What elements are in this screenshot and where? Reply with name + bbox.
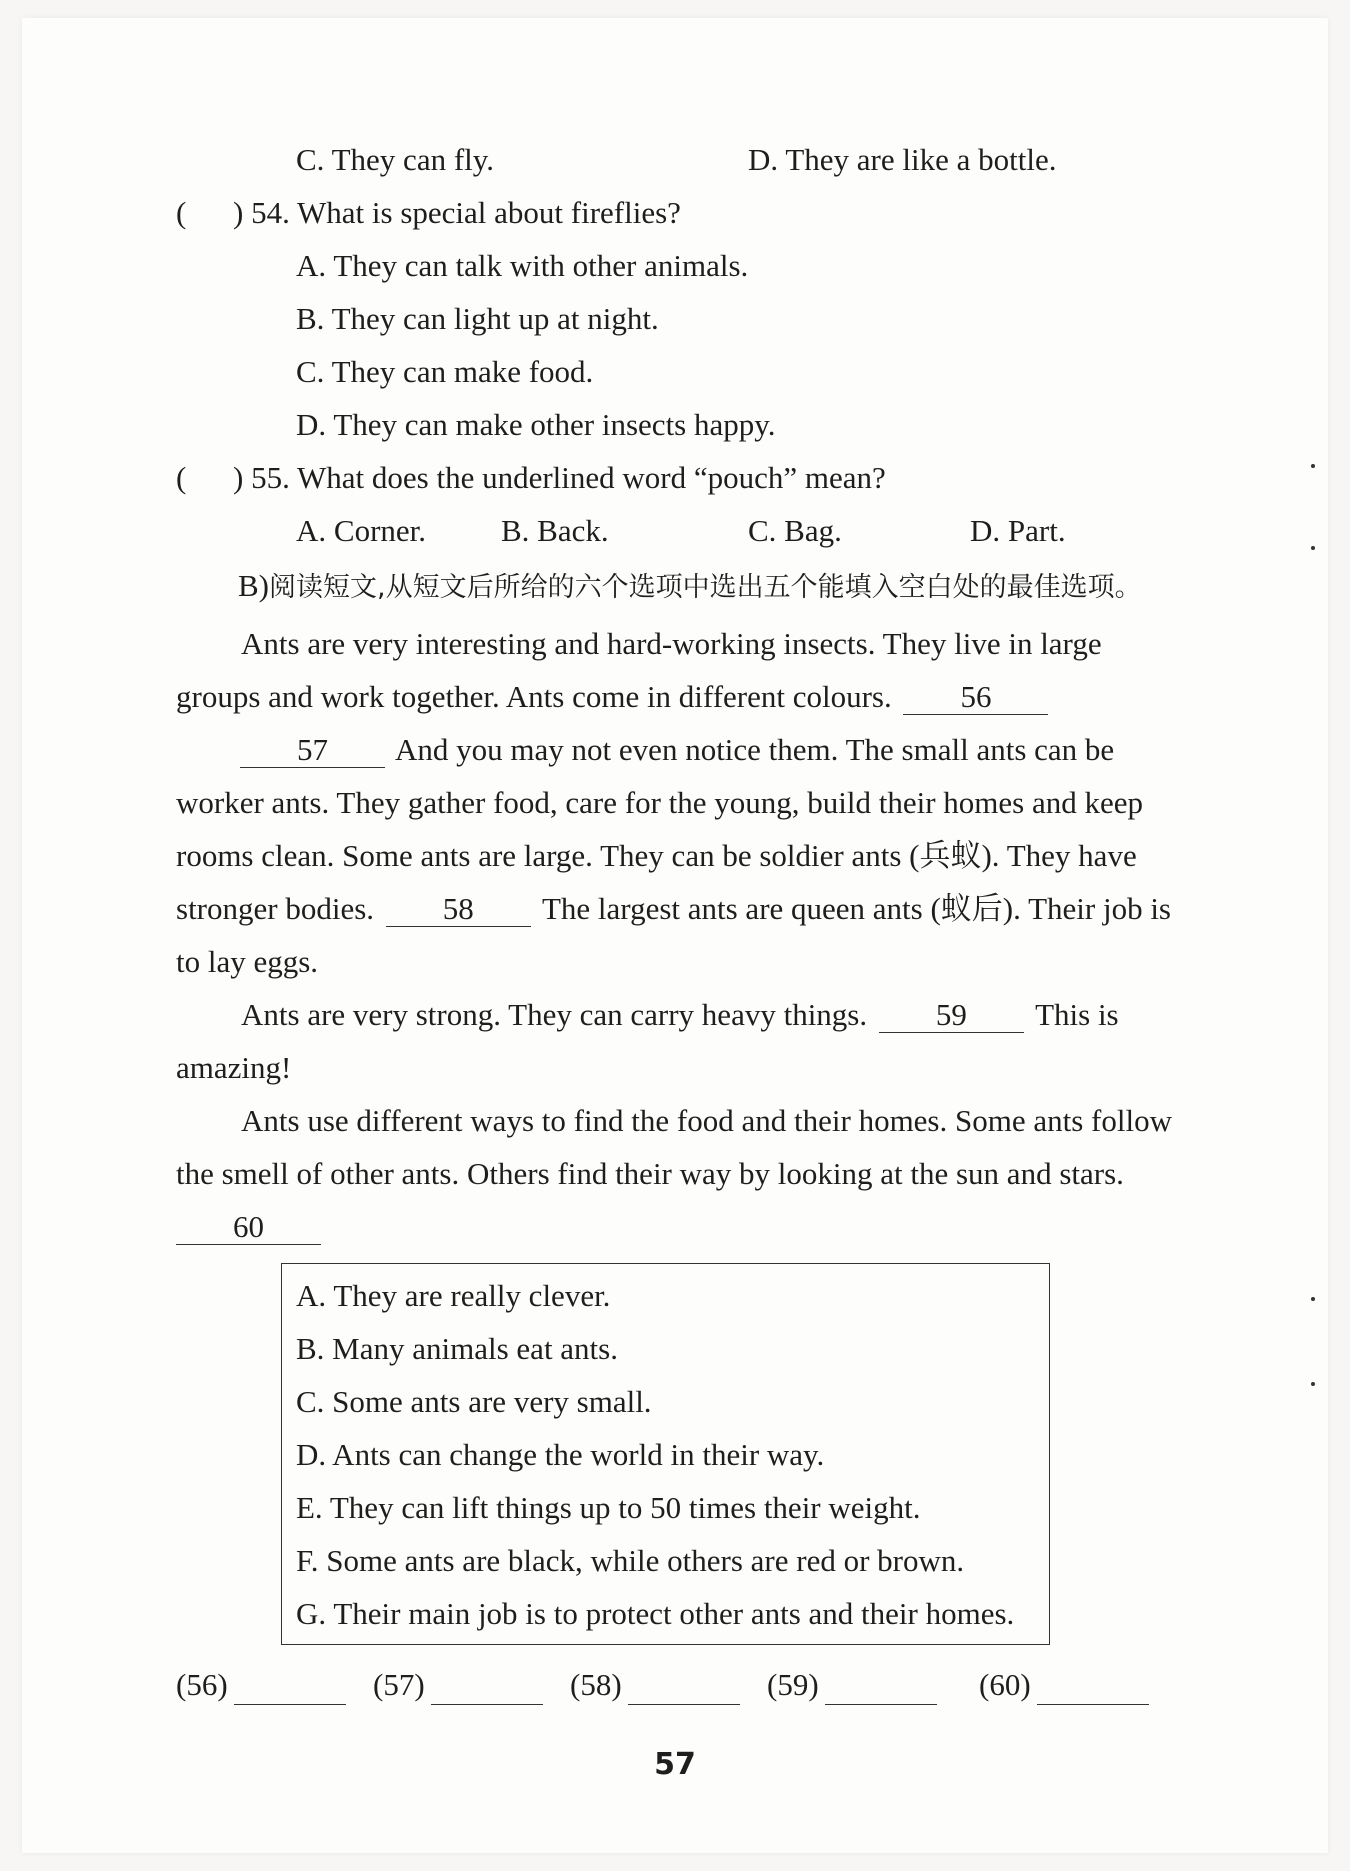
q55-stem: ) 55. What does the underlined word “pouch” mean?	[233, 460, 886, 495]
answer-56-line[interactable]	[234, 1672, 346, 1705]
scan-speck	[1311, 546, 1315, 550]
answer-label: (60)	[979, 1667, 1031, 1702]
passage-line	[176, 677, 1052, 717]
passage-text: Ants are very strong. They can carry heavy things.	[241, 997, 868, 1032]
q54-answer-paren[interactable]: (	[176, 195, 187, 230]
passage-text: groups and work together. Ants come in different colours.	[176, 679, 892, 714]
blank-57[interactable]: 57	[240, 733, 385, 768]
choice-a: A. They are really clever.	[296, 1278, 611, 1313]
passage-text: The largest ants are queen ants (蚁后). Their job is	[541, 891, 1171, 926]
scan-speck	[1311, 464, 1315, 468]
passage-line	[241, 995, 1119, 1035]
answer-58	[570, 1665, 740, 1705]
choice-g: G. Their main job is to protect other ants and their homes.	[296, 1596, 1015, 1631]
answer-56	[176, 1665, 346, 1705]
blank-59[interactable]: 59	[879, 998, 1024, 1033]
choice-e: E. They can lift things up to 50 times their weight.	[296, 1490, 921, 1525]
blank-56[interactable]: 56	[903, 680, 1048, 715]
answer-59-line[interactable]	[825, 1672, 937, 1705]
choice-d: D. Ants can change the world in their way.	[296, 1437, 825, 1472]
choice-c: C. Some ants are very small.	[296, 1384, 652, 1419]
q55-option-d: D. Part.	[970, 513, 1066, 548]
passage-line: worker ants. They gather food, care for the young, build their homes and keep	[176, 785, 1144, 820]
q54-option-a: A. They can talk with other animals.	[296, 248, 749, 283]
q54-option-c: C. They can make food.	[296, 354, 594, 389]
choices-box	[281, 1263, 1050, 1645]
passage-text: This is	[1035, 997, 1119, 1032]
q55-option-c: C. Bag.	[748, 513, 842, 548]
passage-line: amazing!	[176, 1050, 292, 1085]
answer-57-line[interactable]	[431, 1672, 543, 1705]
answer-59	[767, 1665, 937, 1705]
q53-option-c: C. They can fly.	[296, 142, 495, 177]
section-b-instruction-text: 阅读短文,从短文后所给的六个选项中选出五个能填入空白处的最佳选项。	[269, 572, 1142, 603]
passage-line	[176, 889, 1171, 929]
q54-option-d: D. They can make other insects happy.	[296, 407, 776, 442]
passage-line: to lay eggs.	[176, 944, 319, 979]
passage-line	[236, 730, 1114, 770]
choice-b: B. Many animals eat ants.	[296, 1331, 618, 1366]
answer-label: (56)	[176, 1667, 228, 1702]
answer-57	[373, 1665, 543, 1705]
passage-line: rooms clean. Some ants are large. They can be soldier ants (兵蚁). They have	[176, 838, 1137, 873]
scan-speck	[1311, 1382, 1315, 1386]
section-b-label: B)	[238, 568, 269, 603]
page-number: 57	[654, 1747, 696, 1782]
q55-option-b: B. Back.	[501, 513, 609, 548]
passage-text: stronger bodies.	[176, 891, 375, 926]
scan-speck	[1311, 1297, 1315, 1301]
q53-option-d: D. They are like a bottle.	[748, 142, 1057, 177]
answer-label: (57)	[373, 1667, 425, 1702]
q54-option-b: B. They can light up at night.	[296, 301, 659, 336]
blank-58[interactable]: 58	[386, 892, 531, 927]
passage-line	[172, 1207, 325, 1247]
answer-label: (58)	[570, 1667, 622, 1702]
q55-answer-paren[interactable]: (	[176, 460, 187, 495]
passage-line: the smell of other ants. Others find their way by looking at the sun and stars.	[176, 1156, 1124, 1191]
passage-line: Ants are very interesting and hard-working insects. They live in large	[241, 626, 1102, 661]
choice-f: F. Some ants are black, while others are red or brown.	[296, 1543, 965, 1578]
answer-60-line[interactable]	[1037, 1672, 1149, 1705]
q54-stem: ) 54. What is special about fireflies?	[233, 195, 681, 230]
q55-option-a: A. Corner.	[296, 513, 427, 548]
passage-text: And you may not even notice them. The small ants can be	[395, 732, 1115, 767]
answer-label: (59)	[767, 1667, 819, 1702]
passage-line: Ants use different ways to find the food and their homes. Some ants follow	[241, 1103, 1172, 1138]
answer-60	[979, 1665, 1149, 1705]
blank-60[interactable]: 60	[176, 1210, 321, 1245]
section-b-instruction	[238, 566, 1142, 608]
answer-58-line[interactable]	[628, 1672, 740, 1705]
